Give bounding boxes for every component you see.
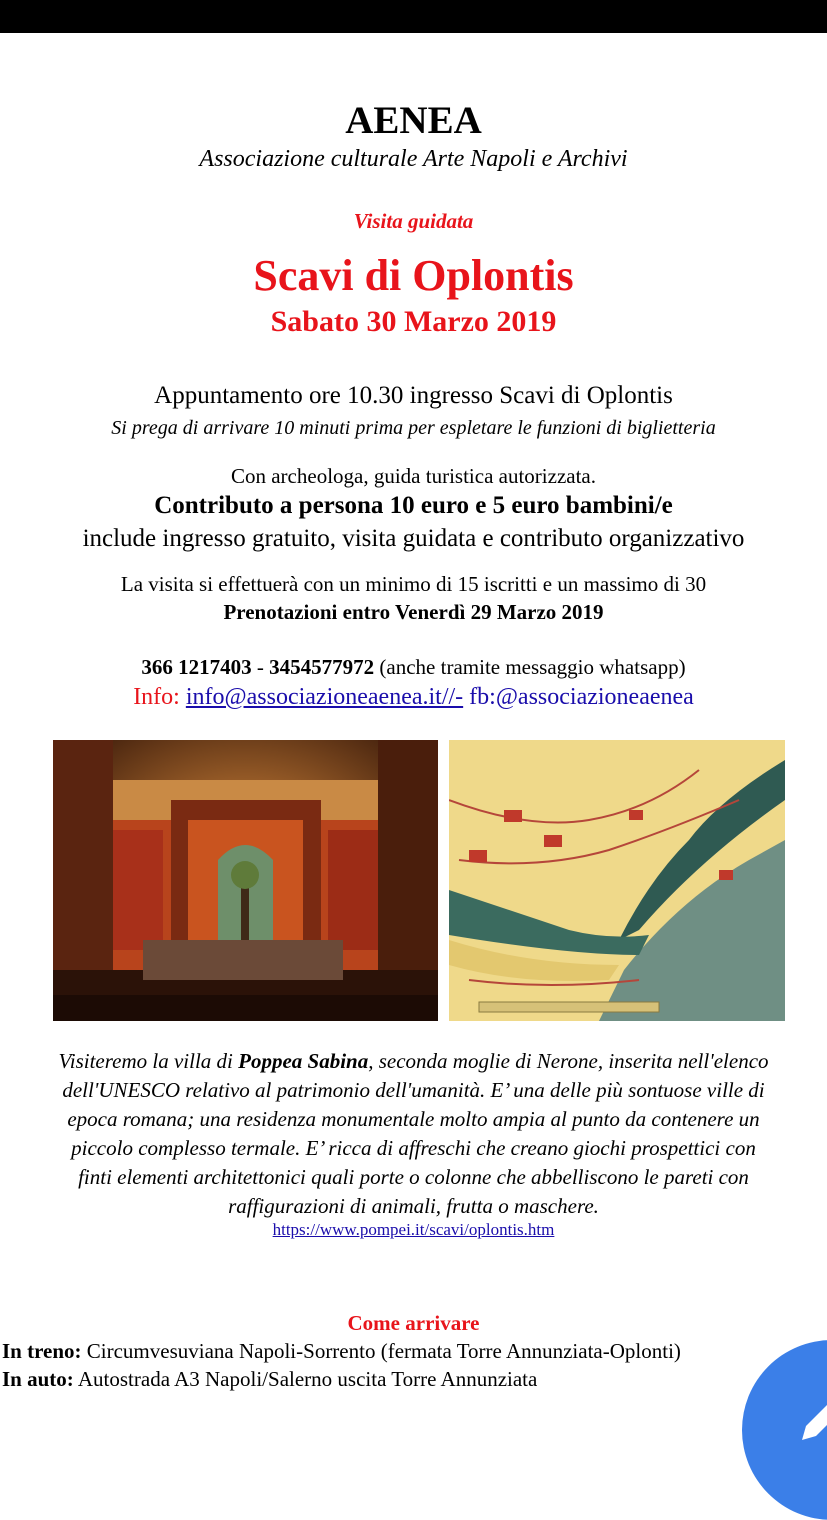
ancient-map-illustration [449,740,785,1021]
pompei-link[interactable]: https://www.pompei.it/scavi/oplontis.htm [272,1220,555,1239]
description-line-4: piccolo complesso termale. E’ ricca di affreschi che creano giochi prospettici con [71,1136,756,1160]
car-text: Autostrada A3 Napoli/Salerno uscita Torre Annunziata [73,1367,538,1391]
meeting-note: Si prega di arrivare 10 minuti prima per espletare le funzioni di biglietteria [111,417,716,439]
description-text-1c: , seconda moglie di Nerone, inserita nell'elenco [368,1049,769,1073]
tabula-peutingeriana-map [449,740,785,1021]
includes-line: include ingresso gratuito, visita guidata e contributo organizzativo [82,525,745,552]
directions-heading: Come arrivare [347,1311,480,1335]
fresco-room-photo [53,740,438,1021]
description-line-2: dell'UNESCO relativo al patrimonio dell'umanità. E’ una delle più sontuose ville di [62,1078,765,1102]
info-label: Info: [133,684,186,710]
source-link-line [0,1220,827,1240]
org-title: AENEA [345,99,482,142]
description-line-1 [0,1049,827,1074]
email-link[interactable]: info@associazioneaenea.it//- [185,684,464,710]
description-line-5: finti elementi architettonici quali porte o colonne che abbelliscono le pareti con [78,1165,749,1189]
top-status-bar [0,0,827,33]
phone-separator: - [251,655,270,679]
booking-deadline: Prenotazioni entro Venerdì 29 Marzo 2019 [223,600,604,624]
poppea-sabina-name: Poppea Sabina [238,1049,369,1073]
phone-line [0,655,827,680]
event-date: Sabato 30 Marzo 2019 [270,305,557,338]
train-text: Circumvesuviana Napoli-Sorrento (fermata Torre Annunziata-Oplonti) [81,1339,681,1363]
facebook-handle[interactable]: fb:@associazioneaenea [463,684,694,710]
event-kind: Visita guidata [353,209,474,233]
phone-note: (anche tramite messaggio whatsapp) [374,655,686,679]
booking-limits: La visita si effettuerà con un minimo di 15 iscritti e un massimo di 30 [120,572,707,596]
event-name: Scavi di Oplontis [253,251,574,300]
org-subtitle: Associazione culturale Arte Napoli e Archivi [199,146,628,172]
guide-line: Con archeologa, guida turistica autorizzata. [230,464,597,488]
car-label: In auto: [2,1367,74,1391]
edit-fab-button[interactable] [742,1340,827,1520]
phone-number-1[interactable]: 366 1217403 [141,655,252,679]
pencil-icon [792,1390,827,1450]
car-directions [2,1367,537,1392]
fresco-room-illustration [53,740,438,1021]
phone-number-2[interactable]: 3454577972 [269,655,375,679]
description-text-1a: Visiteremo la villa di [58,1049,239,1073]
description-line-6: raffigurazioni di animali, frutta o maschere. [228,1194,599,1218]
description-line-3: epoca romana; una residenza monumentale molto ampia al punto da contenere un [67,1107,760,1131]
meeting-line: Appuntamento ore 10.30 ingresso Scavi di Oplontis [154,382,673,409]
info-line [0,684,827,711]
train-label: In treno: [2,1339,82,1363]
price-line: Contributo a persona 10 euro e 5 euro bambini/e [154,492,673,519]
train-directions [2,1339,681,1364]
